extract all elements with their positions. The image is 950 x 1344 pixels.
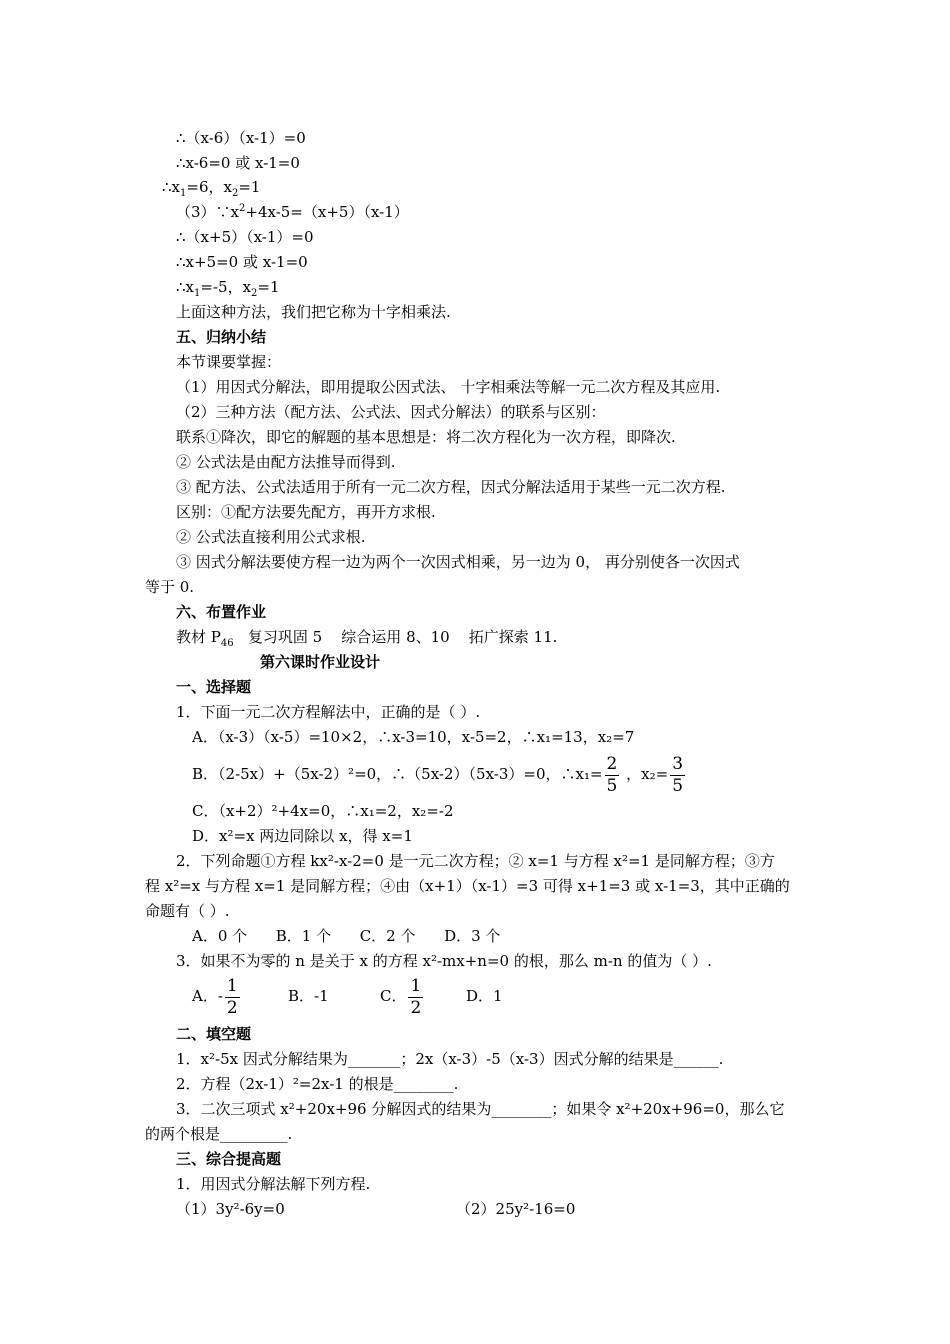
question-text: 1．用因式分解法解下列方程. xyxy=(176,1175,371,1193)
fraction: $\frac{1}{2}$ xyxy=(226,975,238,1018)
page-title: 第六课时作业设计 xyxy=(260,653,381,671)
section-heading: 三、综合提高题 xyxy=(176,1150,282,1168)
question-text: 的两个根是_________. xyxy=(145,1125,293,1143)
line-text: ③ 因式分解法要使方程一边为两个一次因式相乘，另一边为 0， 再分别使各一次因式 xyxy=(176,553,740,571)
section-heading: 六、布置作业 xyxy=(176,603,267,621)
option-text: D．1 xyxy=(466,987,503,1005)
question-text: 2．下列命题①方程 kx²-x-2=0 是一元二次方程；② x=1 与方程 x²=1 是同解方程；③方 xyxy=(176,852,775,870)
question-text: 1．下面一元二次方程解法中，正确的是（ ）. xyxy=(176,703,481,721)
line-text: ② 公式法直接利用公式求根. xyxy=(176,528,366,546)
section-heading: 二、填空题 xyxy=(176,1025,252,1043)
line-text: （2）三种方法（配方法、公式法、因式分解法）的联系与区别： xyxy=(176,403,606,421)
question-text: 3．如果不为零的 n 是关于 x 的方程 x²-mx+n=0 的根，那么 m-n 的值为（ ）. xyxy=(176,952,712,970)
option-text: B．-1 xyxy=(288,987,329,1005)
option-text: B．（2-5x）+（5x-2）²=0，∴（5x-2）（5x-3）=0，∴x₁= $\frac{2}{5}$ ，x₂= $\frac{3}{5}$ xyxy=(192,753,684,796)
fraction: $\frac{1}{2}$ xyxy=(410,975,422,1018)
line-text: ∴（x-6）（x-1）=0 xyxy=(176,129,306,147)
line-text: ∴x-6=0 或 x-1=0 xyxy=(176,154,300,172)
question-text: 命题有（ ）. xyxy=(145,902,230,920)
option-text: C．（x+2）²+4x=0，∴x₁=2，x₂=-2 xyxy=(192,802,454,820)
option-text: A．- $\frac{1}{2}$ xyxy=(192,975,238,1018)
option-text: A．0 个 B．1 个 C．2 个 D．3 个 xyxy=(192,927,501,945)
line-text: $(3)\because x^2+4x-5=(x+5)(x-1)$ xyxy=(176,203,409,221)
line-text: $\therefore x_1=-5$，$x_2=1$ xyxy=(176,278,280,299)
question-text: （1）3y²-6y=0 xyxy=(176,1200,285,1218)
line-text: 联系①降次，即它的解题的基本思想是：将二次方程化为一次方程，即降次. xyxy=(176,428,676,446)
line-text: ② 公式法是由配方法推导而得到. xyxy=(176,453,396,471)
line-text: 本节课要掌握： xyxy=(176,353,282,371)
option-text: D．x²=x 两边同除以 x，得 x=1 xyxy=(192,827,413,845)
question-text: 2．方程（2x-1）²=2x-1 的根是________. xyxy=(176,1075,459,1093)
line-text: 教材 $P_{46}$ 复习巩固 5 综合运用 8、10 拓广探索 11. xyxy=(176,628,558,649)
question-text: 3．二次三项式 x²+20x+96 分解因式的结果为________；如果令 x²+20x+96=0，那么它 xyxy=(176,1100,785,1118)
line-text: ∴x+5=0 或 x-1=0 xyxy=(176,253,308,271)
option-text: C． $\frac{1}{2}$ xyxy=(380,975,422,1018)
question-text: 程 x²=x 与方程 x=1 是同解方程；④由（x+1）（x-1）=3 可得 x+1=3 或 x-1=3，其中正确的 xyxy=(145,877,790,895)
question-text: 1．x²-5x 因式分解结果为_______；2x（x-3）-5（x-3）因式分解的结果是______. xyxy=(176,1050,724,1068)
section-heading: 一、选择题 xyxy=(176,678,252,696)
question-text: （2）25y²-16=0 xyxy=(456,1200,576,1218)
line-text: ③ 配方法、公式法适用于所有一元二次方程，因式分解法适用于某些一元二次方程. xyxy=(176,478,726,496)
line-text: 等于 0. xyxy=(145,578,195,596)
line-text: 区别：①配方法要先配方，再开方求根. xyxy=(176,503,436,521)
line-text: （1）用因式分解法，即用提取公因式法、 十字相乘法等解一元二次方程及其应用. xyxy=(176,378,721,396)
fraction: $\frac{2}{5}$ xyxy=(606,753,618,796)
fraction: $\frac{3}{5}$ xyxy=(672,753,684,796)
section-heading: 五、归纳小结 xyxy=(176,328,267,346)
option-text: A．（x-3）（x-5）=10×2，∴x-3=10，x-5=2，∴x₁=13，x₂=7 xyxy=(192,728,635,746)
line-text: $\therefore x_1=6$，$x_2=1$ xyxy=(162,178,261,199)
line-text: 上面这种方法，我们把它称为十字相乘法. xyxy=(176,303,451,321)
line-text: ∴（x+5）（x-1）=0 xyxy=(176,228,314,246)
